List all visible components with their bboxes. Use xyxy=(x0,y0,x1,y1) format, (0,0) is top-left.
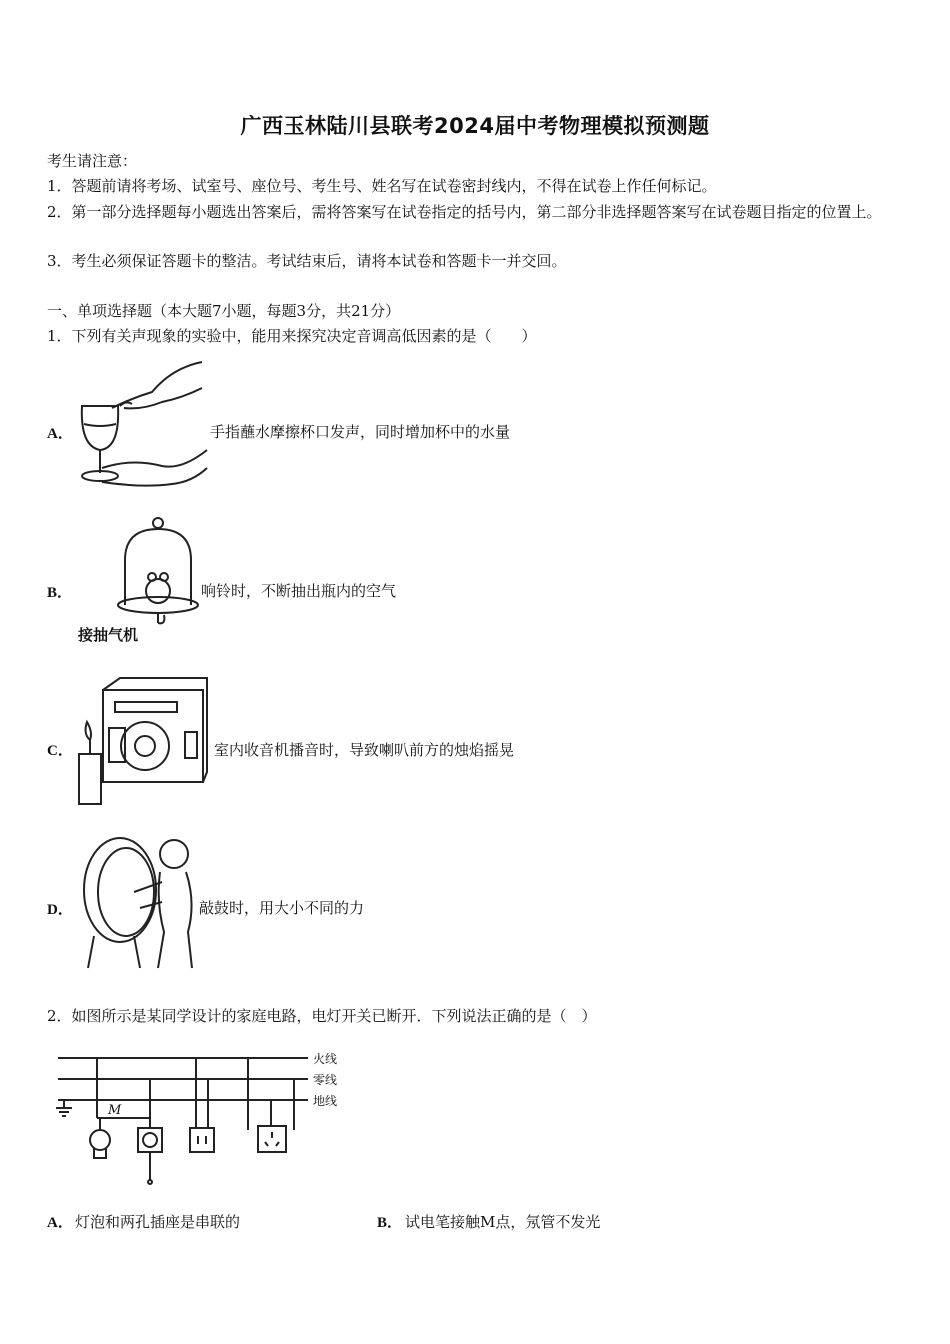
question-1-stem: 1．下列有关声现象的实验中，能用来探究决定音调高低因素的是（ ） xyxy=(47,327,537,345)
wine-glass-figure xyxy=(72,358,212,493)
live-wire-label: 火线 xyxy=(313,1052,338,1066)
q1-option-b-letter: B． xyxy=(47,585,73,601)
bell-jar-figure xyxy=(110,515,205,625)
neutral-wire-label: 零线 xyxy=(313,1073,338,1087)
household-circuit-diagram xyxy=(50,1048,350,1188)
bell-jar-label: 接抽气机 xyxy=(78,626,139,644)
notice-heading: 考生请注意： xyxy=(47,152,138,170)
q2-option-a-text: 灯泡和两孔插座是串联的 xyxy=(75,1213,241,1231)
notice-item-1: 1．答题前请将考场、试室号、座位号、考生号、姓名写在试卷密封线内，不得在试卷上作任何标记。 xyxy=(47,177,717,195)
q1-option-c-text: 室内收音机播音时，导致喇叭前方的烛焰摇晃 xyxy=(214,741,515,759)
ground-wire-label: 地线 xyxy=(313,1094,338,1108)
point-m-label: M xyxy=(108,1103,122,1118)
page-title: 广西玉林陆川县联考2024届中考物理模拟预测题 xyxy=(240,114,710,138)
section-heading: 一、单项选择题（本大题7小题，每题3分，共21分） xyxy=(47,302,401,320)
q2-option-a-letter: A． xyxy=(47,1215,73,1231)
notice-item-2: 2．第一部分选择题每小题选出答案后，需将答案写在试卷指定的括号内，第二部分非选择题答案写在试卷题目指定的位置上。 xyxy=(47,203,882,221)
q1-option-a-text: 手指蘸水摩擦杯口发声，同时增加杯中的水量 xyxy=(210,423,511,441)
notice-item-3: 3．考生必须保证答题卡的整洁。考试结束后，请将本试卷和答题卡一并交回。 xyxy=(47,252,567,270)
q1-option-b-text: 响铃时，不断抽出瓶内的空气 xyxy=(201,582,397,600)
q2-option-b-letter: B． xyxy=(377,1215,403,1231)
q1-option-c-letter: C． xyxy=(47,743,73,759)
question-2-stem: 2．如图所示是某同学设计的家庭电路，电灯开关已断开．下列说法正确的是（ ） xyxy=(47,1007,597,1025)
q1-option-d-letter: D． xyxy=(47,902,73,918)
q1-option-d-text: 敲鼓时，用大小不同的力 xyxy=(199,899,365,917)
q2-option-b-text: 试电笔接触M点，氖管不发光 xyxy=(405,1213,601,1231)
drum-figure xyxy=(74,832,199,970)
radio-candle-figure xyxy=(75,676,210,808)
q1-option-a-letter: A． xyxy=(47,426,73,442)
